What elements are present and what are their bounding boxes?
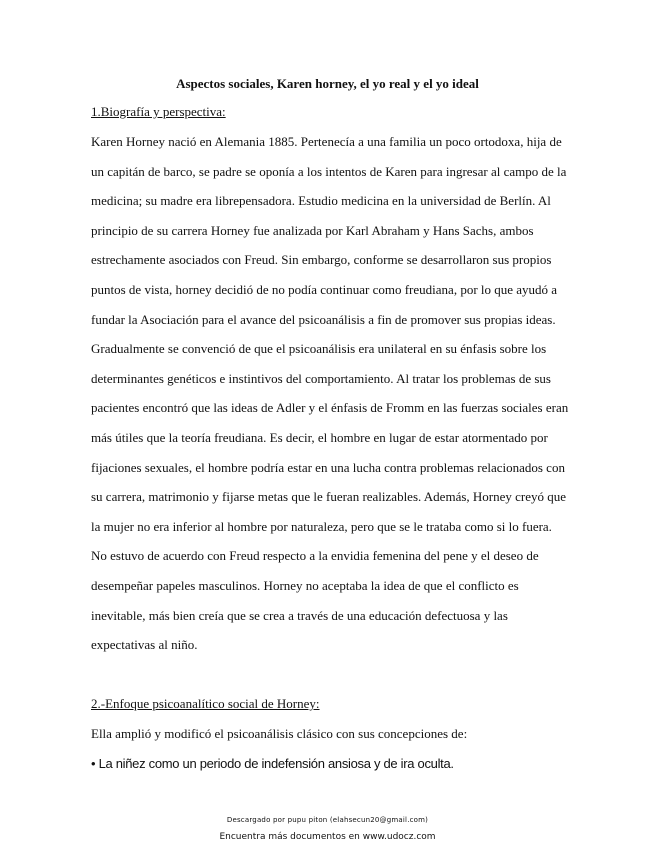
- body-line: estrechamente asociados con Freud. Sin embargo, conforme se desarrollaron sus propios: [91, 252, 552, 268]
- body-line: medicina; su madre era librepensadora. Estudio medicina en la universidad de Berlín. Al: [91, 193, 551, 209]
- body-line: expectativas al niño.: [91, 637, 198, 653]
- section-1-heading: 1.Biografía y perspectiva:: [91, 104, 226, 119]
- section-1-body: [91, 134, 571, 667]
- body-line: su carrera, matrimonio y fijarse metas que le fueran realizables. Además, Horney creyó que: [91, 489, 567, 505]
- body-line: desempeñar papeles masculinos. Horney no aceptaba la idea de que el conflicto es: [91, 577, 519, 593]
- body-line: más útiles que la teoría freudiana. Es decir, el hombre en lugar de estar atormentado por: [91, 429, 548, 445]
- more-documents-link[interactable]: Encuentra más documentos en www.udocz.com: [219, 832, 436, 842]
- body-line: pacientes encontró que las ideas de Adler y el énfasis de Fromm en las fuerzas sociales eran: [91, 400, 569, 416]
- document-title: Aspectos sociales, Karen horney, el yo real y el yo ideal: [176, 76, 479, 91]
- body-line: la mujer no era inferior al hombre por naturaleza, pero que se le trataba como si lo fuera.: [91, 518, 552, 534]
- download-credit: Descargado por pupu piton (elahsecun20@gmail.com): [226, 816, 429, 824]
- body-line: principio de su carrera Horney fue analizada por Karl Abraham y Hans Sachs, ambos: [91, 222, 534, 238]
- body-line: inevitable, más bien creía que se crea a través de una educación defectuosa y las: [91, 607, 508, 623]
- body-line: determinantes genéticos e instintivos del comportamiento. Al tratar los problemas de sus: [91, 370, 551, 386]
- section-2-bullet-item: • La niñez como un periodo de indefensión ansiosa y de ira oculta.: [91, 756, 454, 771]
- body-line: puntos de vista, horney decidió de no podía continuar como freudiana, por lo que ayudó a: [91, 281, 558, 297]
- section-2-heading: 2.-Enfoque psicoanalítico social de Horney:: [91, 696, 320, 711]
- section-2-intro: Ella amplió y modificó el psicoanálisis clásico con sus concepciones de:: [91, 726, 468, 741]
- body-line: un capitán de barco, se padre se oponía a los intentos de Karen para ingresar al campo de la: [91, 163, 567, 179]
- body-line: fijaciones sexuales, el hombre podría estar en una lucha contra problemas relacionados con: [91, 459, 565, 475]
- body-line: Karen Horney nació en Alemania 1885. Pertenecía a una familia un poco ortodoxa, hija de: [91, 134, 562, 149]
- body-line: Gradualmente se convenció de que el psicoanálisis era unilateral en su énfasis sobre los: [91, 341, 547, 357]
- body-line: No estuvo de acuerdo con Freud respecto a la envidia femenina del pene y el deseo de: [91, 548, 539, 564]
- body-line: fundar la Asociación para el avance del psicoanálisis a fin de promover sus propias ideas.: [91, 311, 556, 327]
